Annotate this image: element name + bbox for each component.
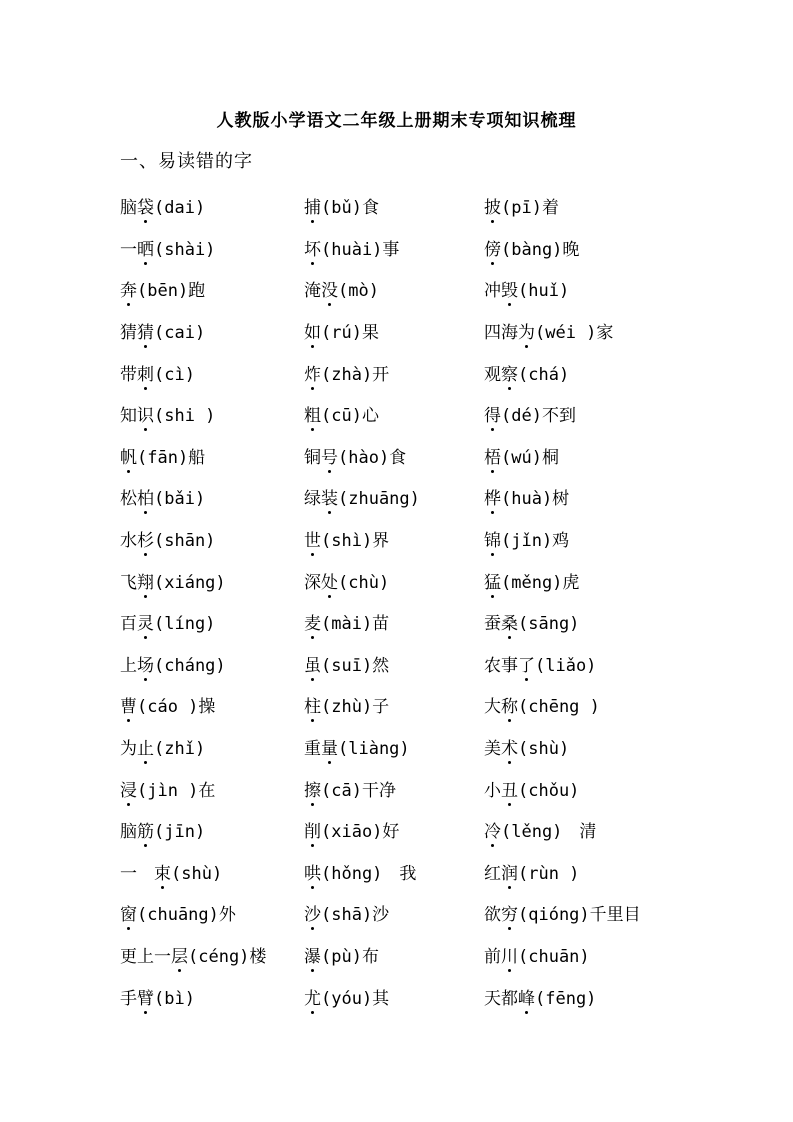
word-prefix: 更上一 [120,946,171,967]
pinyin-and-suffix: (mò) [338,281,379,302]
word-entry [304,401,484,426]
emphasized-character: 炸 [304,360,321,385]
word-entry [484,734,680,759]
word-prefix: 铜 [304,447,321,468]
word-row [120,435,680,477]
pinyin-and-suffix: (céng)楼 [188,946,267,967]
pinyin-and-suffix: (zhǐ) [154,739,206,760]
word-grid [120,185,680,1017]
emphasized-character: 臂 [137,984,154,1009]
pinyin-and-suffix: (bàng)晚 [501,239,580,260]
word-row [120,684,680,726]
emphasized-character: 察 [501,360,518,385]
emphasized-character: 称 [501,692,518,717]
word-entry [484,942,680,967]
word-row [120,643,680,685]
word-prefix: 水 [120,531,137,552]
word-prefix: 上 [120,655,137,676]
word-prefix: 农事 [484,655,518,676]
word-row [120,227,680,269]
emphasized-character: 瀑 [304,942,321,967]
word-prefix: 冲 [484,281,501,302]
word-entry [484,401,680,426]
emphasized-character: 捕 [304,193,321,218]
word-row [120,809,680,851]
word-entry [120,859,304,884]
pinyin-and-suffix: (shā)沙 [321,905,390,926]
pinyin-and-suffix: (líng) [154,614,216,635]
emphasized-character: 川 [501,942,518,967]
word-prefix: 手 [120,988,137,1009]
word-row [120,975,680,1017]
emphasized-character: 量 [321,734,338,759]
word-entry [120,526,304,551]
word-row [120,726,680,768]
emphasized-character: 杉 [137,526,154,551]
word-entry [484,276,680,301]
word-entry [484,360,680,385]
word-entry [120,484,304,509]
word-prefix: 脑 [120,198,137,219]
emphasized-character: 桦 [484,484,501,509]
pinyin-and-suffix: (cū)心 [321,406,379,427]
pinyin-and-suffix: (liǎo) [535,655,597,676]
word-row [120,601,680,643]
word-row [120,767,680,809]
pinyin-and-suffix: (rùn ) [518,863,580,884]
word-prefix: 观 [484,364,501,385]
pinyin-and-suffix: (huǐ) [518,281,570,302]
word-entry [484,443,680,468]
word-entry [304,900,484,925]
pinyin-and-suffix: (jìn )在 [137,780,216,801]
pinyin-and-suffix: (huài)事 [321,239,400,260]
emphasized-character: 刺 [137,360,154,385]
pinyin-and-suffix: (dé)不到 [501,406,576,427]
word-entry [484,984,680,1009]
pinyin-and-suffix: (bēn)跑 [137,281,206,302]
pinyin-and-suffix: (shān) [154,531,216,552]
word-entry [304,443,484,468]
word-prefix: 一 [120,863,154,884]
pinyin-and-suffix: (chá) [518,364,570,385]
word-entry [120,318,304,343]
emphasized-character: 晒 [137,235,154,260]
word-prefix: 深 [304,572,321,593]
emphasized-character: 梧 [484,443,501,468]
word-prefix: 松 [120,489,137,510]
emphasized-character: 虽 [304,651,321,676]
emphasized-character: 麦 [304,609,321,634]
emphasized-character: 翔 [137,568,154,593]
emphasized-character: 冷 [484,817,501,842]
word-prefix: 带 [120,364,137,385]
emphasized-character: 帆 [120,443,137,468]
pinyin-and-suffix: (měng)虎 [501,572,580,593]
pinyin-and-suffix: (lěng) 清 [501,822,597,843]
pinyin-and-suffix: (chù) [338,572,390,593]
emphasized-character: 曹 [120,692,137,717]
word-row [120,268,680,310]
word-entry [120,193,304,218]
pinyin-and-suffix: (dai) [154,198,206,219]
word-entry [120,443,304,468]
word-row [120,518,680,560]
emphasized-character: 术 [501,734,518,759]
word-entry [304,193,484,218]
emphasized-character: 如 [304,318,321,343]
word-prefix: 美 [484,739,501,760]
word-row [120,934,680,976]
pinyin-and-suffix: (yóu)其 [321,988,390,1009]
pinyin-and-suffix: (fēng) [535,988,597,1009]
word-prefix: 大 [484,697,501,718]
word-entry [484,817,680,842]
emphasized-character: 穷 [501,900,518,925]
word-entry [304,734,484,759]
emphasized-character: 浸 [120,776,137,801]
emphasized-character: 止 [137,734,154,759]
word-entry [304,942,484,967]
word-row [120,393,680,435]
pinyin-and-suffix: (bǎi) [154,489,206,510]
word-entry [304,776,484,801]
emphasized-character: 擦 [304,776,321,801]
pinyin-and-suffix: (xiāo)好 [321,822,400,843]
word-entry [484,193,680,218]
emphasized-character: 处 [321,568,338,593]
word-entry [484,776,680,801]
pinyin-and-suffix: (cáo )操 [137,697,216,718]
emphasized-character: 没 [321,276,338,301]
pinyin-and-suffix: (shì)界 [321,531,390,552]
pinyin-and-suffix: (shài) [154,239,216,260]
word-entry [304,651,484,676]
word-prefix: 为 [120,739,137,760]
word-entry [120,609,304,634]
word-prefix: 百 [120,614,137,635]
emphasized-character: 层 [171,942,188,967]
emphasized-character: 沙 [304,900,321,925]
word-prefix: 猜 [120,323,137,344]
word-entry [120,276,304,301]
emphasized-character: 坏 [304,235,321,260]
pinyin-and-suffix: (mài)苗 [321,614,390,635]
word-prefix: 一 [120,239,137,260]
word-entry [484,900,680,925]
word-prefix: 四海 [484,323,518,344]
emphasized-character: 峰 [518,984,535,1009]
word-prefix: 知 [120,406,137,427]
word-entry [484,318,680,343]
section-heading: 一、易读错的字 [120,151,253,172]
word-row [120,559,680,601]
word-entry [120,651,304,676]
word-entry [304,318,484,343]
pinyin-and-suffix: (fān)船 [137,447,206,468]
word-entry [304,692,484,717]
pinyin-and-suffix: (hào)食 [338,447,407,468]
pinyin-and-suffix: (wú)桐 [501,447,559,468]
pinyin-and-suffix: (cì) [154,364,195,385]
pinyin-and-suffix: (hǒng) 我 [321,863,417,884]
emphasized-character: 毁 [501,276,518,301]
pinyin-and-suffix: (sāng) [518,614,580,635]
word-row [120,851,680,893]
word-entry [120,568,304,593]
pinyin-and-suffix: (suī)然 [321,655,390,676]
word-row [120,185,680,227]
pinyin-and-suffix: (bǔ)食 [321,198,379,219]
emphasized-character: 削 [304,817,321,842]
pinyin-and-suffix: (zhà)开 [321,364,390,385]
pinyin-and-suffix: (cháng) [154,655,226,676]
pinyin-and-suffix: (pù)布 [321,946,379,967]
word-entry [304,609,484,634]
word-entry [120,984,304,1009]
word-entry [484,484,680,509]
pinyin-and-suffix: (rú)果 [321,323,379,344]
word-prefix: 前 [484,946,501,967]
word-entry [304,276,484,301]
word-prefix: 飞 [120,572,137,593]
emphasized-character: 号 [321,443,338,468]
pinyin-and-suffix: (chuāng)外 [137,905,236,926]
word-entry [120,235,304,260]
word-prefix: 欲 [484,905,501,926]
emphasized-character: 尤 [304,984,321,1009]
emphasized-character: 了 [518,651,535,676]
word-prefix: 蚕 [484,614,501,635]
word-entry [484,568,680,593]
emphasized-character: 束 [154,859,171,884]
pinyin-and-suffix: (liàng) [338,739,410,760]
word-prefix: 重 [304,739,321,760]
word-prefix: 天都 [484,988,518,1009]
word-entry [120,942,304,967]
pinyin-and-suffix: (shù) [518,739,570,760]
pinyin-and-suffix: (chuān) [518,946,590,967]
word-entry [304,484,484,509]
pinyin-and-suffix: (zhuāng) [338,489,420,510]
pinyin-and-suffix: (chēng ) [518,697,600,718]
emphasized-character: 桑 [501,609,518,634]
emphasized-character: 识 [137,401,154,426]
pinyin-and-suffix: (shù) [171,863,223,884]
word-entry [484,609,680,634]
emphasized-character: 哄 [304,859,321,884]
pinyin-and-suffix: (bì) [154,988,195,1009]
word-entry [484,651,680,676]
emphasized-character: 傍 [484,235,501,260]
emphasized-character: 披 [484,193,501,218]
word-entry [120,360,304,385]
pinyin-and-suffix: (cā)干净 [321,780,396,801]
emphasized-character: 场 [137,651,154,676]
word-prefix: 小 [484,780,501,801]
word-entry [120,817,304,842]
pinyin-and-suffix: (qióng)千里目 [518,905,641,926]
word-prefix: 绿 [304,489,321,510]
word-entry [304,360,484,385]
emphasized-character: 丑 [501,776,518,801]
word-entry [304,984,484,1009]
emphasized-character: 得 [484,401,501,426]
emphasized-character: 猜 [137,318,154,343]
word-prefix: 红 [484,863,501,884]
pinyin-and-suffix: (chǒu) [518,780,580,801]
word-entry [120,900,304,925]
word-entry [120,692,304,717]
emphasized-character: 袋 [137,193,154,218]
emphasized-character: 粗 [304,401,321,426]
pinyin-and-suffix: (wéi )家 [535,323,614,344]
pinyin-and-suffix: (jǐn)鸡 [501,531,570,552]
emphasized-character: 为 [518,318,535,343]
word-entry [304,526,484,551]
emphasized-character: 柱 [304,692,321,717]
word-entry [304,817,484,842]
emphasized-character: 润 [501,859,518,884]
pinyin-and-suffix: (cai) [154,323,206,344]
word-prefix: 脑 [120,822,137,843]
pinyin-and-suffix: (zhù)子 [321,697,390,718]
word-entry [304,235,484,260]
word-entry [484,235,680,260]
word-entry [120,776,304,801]
word-prefix: 淹 [304,281,321,302]
word-row [120,310,680,352]
word-entry [484,526,680,551]
word-row [120,351,680,393]
emphasized-character: 世 [304,526,321,551]
word-entry [484,859,680,884]
emphasized-character: 奔 [120,276,137,301]
word-entry [120,734,304,759]
emphasized-character: 装 [321,484,338,509]
word-entry [304,859,484,884]
pinyin-and-suffix: (jīn) [154,822,206,843]
word-entry [304,568,484,593]
emphasized-character: 筋 [137,817,154,842]
pinyin-and-suffix: (xiáng) [154,572,226,593]
emphasized-character: 猛 [484,568,501,593]
pinyin-and-suffix: (huà)树 [501,489,570,510]
word-entry [120,401,304,426]
emphasized-character: 柏 [137,484,154,509]
emphasized-character: 锦 [484,526,501,551]
word-entry [484,692,680,717]
page-title: 人教版小学语文二年级上册期末专项知识梳理 [216,111,577,131]
word-row [120,892,680,934]
pinyin-and-suffix: (pī)着 [501,198,559,219]
emphasized-character: 窗 [120,900,137,925]
emphasized-character: 灵 [137,609,154,634]
word-row [120,476,680,518]
pinyin-and-suffix: (shi ) [154,406,216,427]
